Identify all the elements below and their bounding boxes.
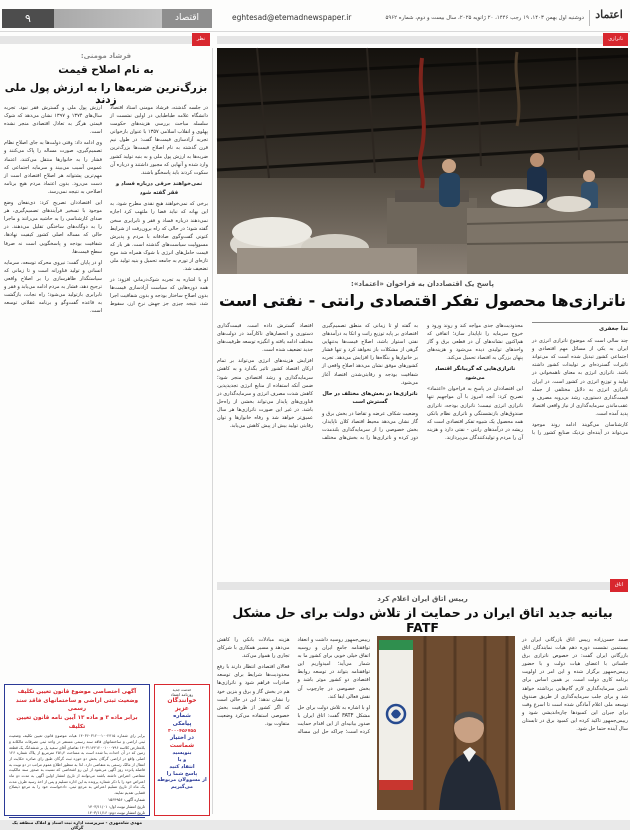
chamber-president-photo (377, 636, 515, 810)
byline: ندا جعفری (532, 322, 628, 334)
opinion-body (4, 104, 208, 678)
factory-photo (217, 48, 628, 274)
legal-ad-number: شماره آگهی: ۱۵۶۴۹۵۶ (107, 797, 145, 803)
opinion-paragraph: او در پایان گفت: نیروی محرکه توسعه، سرمایه انسانی و تولید فناورانه است و تا زمانی که سیاستگذار ظاهرسازی را بر اصلاح واقعی ترجیح دهد، فشار به مردم ادامه می‌یابد و فقر و نابرابری بازتولید می‌شود؛ راه نجات، بازگشت به قاعده گفت‌وگو و برنامه عقلانی توسعه است. (4, 259, 102, 315)
legal-ad-title-2: وضعیت ثبتی اراضی و ساختمانهای فاقد سند رسمی (15, 697, 139, 713)
opinion-paragraph: این اقتصاددان تصریح کرد: ذی‌نفعان وضع موجود با تسخیر فرآیندهای تصمیم‌گیری، هر صدای کارشناسی را به حاشیه می‌رانند و ماجرا را به دوگانه‌های ساختگی تقلیل می‌دهند. در حالی که مساله اصلی کشور کیفیت نهادها، شفافیت بودجه و پاسخگویی است نه صرفا سطح قیمت‌ها. (4, 200, 102, 255)
section-title: اقتصاد (162, 9, 212, 28)
main-section-tagbar (217, 36, 628, 44)
date-line: دوشنبه اول بهمن ۱۴۰۳، ۱۹ رجب ۱۴۴۶، ۲۰ ژانویه ۲۰۲۵، سال بیست و دوم، شماره ۵۹۶۲ (385, 15, 584, 21)
opinion-lead: نمی‌خواهند حرفی درباره فساد و فقر گفته شود (115, 180, 203, 196)
readers-line: در اختیار (170, 734, 194, 741)
chamber-paragraph: او با اشاره به تلاش دولت برای حل مشکل FATF گفت: اتاق ایران با صدور بیانیه‌ای از این اقدام حمایت کرده است؛ چراکه حل این مساله هزینه مبادلات بانکی را کاهش می‌دهد و مسیر همکاری با شرکای تجاری را هموار می‌کند. (217, 637, 370, 736)
readers-line: شماره (173, 713, 191, 720)
newspaper-logo: اعتماد (595, 8, 623, 21)
readers-line: انتقاد کنید (169, 763, 195, 770)
chamber-body (217, 636, 628, 814)
chamber-left-columns (217, 636, 370, 814)
readers-top-1: خدمت جدید (172, 687, 192, 692)
opinion-headline-line2: بزرگ‌ترین ضربه‌ها را به ارزش پول ملی زدند (4, 82, 208, 106)
opinion-paragraph: در جلسه گذشته، فرشاد مومنی استاد اقتصاد دانشگاه علامه طباطبایی در اولین نشست از سلسله مباحث بررسی هزینه‌های حکومت پهلوی و انقلاب اسلامی ۱۳۵۷ با عنوان بازخوانی تجربه آزادسازی قیمت‌ها گفت: در طول نیم قرن گذشته به نام اصلاح قیمت‌ها بزرگ‌ترین ضربه‌ها به ارزش پول ملی و به بنیه تولید کشور وارد شده و آنهایی که مجبور داشتند و درباره آن سکوت کردند باید پاسخگو باشند. (110, 105, 208, 176)
main-paragraph: به گفته او تا زمانی که منطق تصمیم‌گیری اقتصادی بر پایه توزیع رانت و اتکا به درآمدهای نفتی استوار باشد، اصلاح قیمت‌ها به‌تنهایی گرهی از مشکلات باز نخواهد کرد و تنها فشار بر خانوارها و بنگاه‌ها را افزایش می‌دهد. تجربه کشورهای موفق نشان می‌دهد اصلاح واقعی از شفافیت بودجه و رقابتی‌شدن اقتصاد آغاز می‌شود. (322, 323, 418, 386)
readers-line: بنویسید (172, 750, 192, 757)
legal-ad-body: برابر رای شماره ۱۴۰۳۶۰۳۱۲۰۰۱۰۰۲۴۱۵ هیات موضوع قانون تعیین تکلیف وضعیت ثبتی اراضی و ساختمانهای فاقد سند رسمی مستقر در واحد ثبتی تصرفات مالکانه و بلامعارض کلاسه ۱۴۰۳۱۱۴۴۱۲۰۰۱۰۰۰۷۹۶ تقاضای آقای سعید پل بر ششدانگ یک قطعه زمین که در آن احداث بنا شده است به مساحت ۲۵۱٫۴ مترمربع از پلاک شماره ۱۲۶ اصلی واقع در اراضی گرگان بخش دو حوزه ثبت گرگان طبق رای صادره حکایت از انتقال از مالک رسمی به متقاضی دارد. لذا به منظور اطلاع عموم مراتب در دو نوبت به فاصله پانزده روز آگهی می‌شود از این رو اشخاصی که نسبت به صدور سند مالکیت متقاضی اعتراض داشته باشند می‌توانند از تاریخ انتشار اولین آگهی به مدت دو ماه اعتراض خود را با ذکر شماره پرونده به این اداره تسلیم و پس از اخذ رسید ظرف مدت یک ماه از تاریخ تسلیم اعتراض به مرجع ثبتی، دادخواست خود را به مرجع ذیصلاح قضایی تقدیم نمایند. (9, 733, 146, 796)
chamber-section-tagbar (217, 582, 628, 590)
readers-line: می‌گیریم (170, 784, 193, 791)
readers-line: و یا (177, 757, 187, 764)
legal-ad-date-1: تاریخ انتشار نوبت اول: ۱۴۰۳/۱۱/۰۱ (88, 803, 145, 809)
opinion-paragraph: وی ادامه داد: وقتی دولت‌ها به جای اصلاح نظام تصمیم‌گیری، صورت مساله را پاک می‌کنند و فشار را به خانوارها منتقل می‌کنند، اعتماد عمومی آسیب می‌بیند و سرمایه اجتماعی که مهم‌ترین پشتوانه هر اصلاح اقتصادی است از دست می‌رود. بدون اعتماد مردم هیچ برنامه اصلاحی به نتیجه نمی‌رسد. (4, 140, 102, 195)
opinion-paragraph: برخی که نمی‌خواهند هیچ نقدی مطرح شود، به این بهانه که نباید فضا را ملتهب کرد اجازه نمی‌دهند درباره فساد و فقر و نابرابری سخن گفته شود؛ در حالی که راه برون‌رفت از شرایط کنونی گفت‌وگوی صادقانه با مردم و پذیرش مسوولیت سیاست‌های گذشته است. هر بار که قیمت حامل‌های انرژی با شوک همراه شد موج تازه‌ای از تورم به جامعه تحمیل و بنیه تولید ملی تضعیف شد. (110, 201, 208, 273)
legal-ad-date-2: تاریخ انتشار نوبت دوم: ۱۴۰۳/۱۱/۱۶ (87, 810, 145, 816)
opinion-kicker: فرشاد مومنی: (80, 52, 132, 60)
main-article-headline: ناترازی‌ها محصول تفکر اقتصادی رانتی - نفتی است (219, 291, 626, 310)
readers-line: خوانندگان (167, 697, 197, 705)
chamber-paragraph: رییس‌جمهور روسیه داشت و انعقاد توافقنامه جامع ایران و روسیه اتفاق خیلی خوبی برای کشور ما به شمار می‌آید؛ امیدواریم این توافقنامه بتواند در توسعه روابط اقتصادی دو کشور موثر باشد و بخش خصوصی در چارچوب آن نقش فعالی ایفا کند. (297, 637, 370, 700)
factory-photo-illustration (217, 48, 628, 274)
opinion-section-tagbar (0, 36, 210, 44)
chamber-headline: بیانیه جدید اتاق ایران در حمایت از تلاش دولت برای حل مشکل FATF (232, 605, 613, 635)
chamber-kicker: رییس اتاق ایران اعلام کرد (377, 595, 468, 603)
opinion-paragraph: او با اشاره به تجربه شوک‌درمانی افزود: در همه دوره‌هایی که سیاست آزادسازی قیمت‌ها بدون اصلاح ساختار بودجه و بدون شفافیت اجرا شد، نتیجه چیزی جز جهش نرخ ارز، سقوط ارزش پول ملی و گسترش فقر نبود. تجربه سال‌های ۱۳۷۴ و ۱۳۹۷ نشان می‌دهد که شوک قیمتی هرگز به تعادل اقتصادی منجر نشده است. (4, 105, 208, 308)
readers-top-2: روزنامه اعتماد (170, 692, 194, 698)
readers-line: از مسوولان مربوطه (157, 777, 207, 784)
main-subhead-1: ناترازی‌هایی که گریبانگر اقتصاد می‌شود (434, 366, 516, 381)
legal-ad-signature: مهدی شاه‌مهری - سرپرست اداره ثبت اسناد و املاک منطقه یک گرگان (9, 817, 145, 830)
readers-line: عزیز (175, 705, 189, 713)
main-paragraph: این اقتصاددان در پاسخ به فراخوان «اعتماد» تصریح کرد: آنچه امروز با آن مواجهیم تنها ناترازی انرژی نیست؛ ناترازی بودجه، ناترازی صندوق‌های بازنشستگی و ناترازی نظام بانکی همه محصول یک شیوه تفکر اقتصادی است که ریشه در درآمدهای رانتی - نفتی دارد و هزینه آن را مردم و تولیدکنندگان می‌پردازند. (427, 386, 523, 441)
tag-chamber: اتاق (610, 579, 628, 592)
main-article-kicker: پاسخ یک اقتصاددان به فراخوان «اعتماد»: (351, 280, 494, 288)
legal-ad-title-3: برابر ماده ۳ و ماده ۱۳ آیین نامه قانون تعیین تکلیف (16, 714, 138, 730)
legal-ad-title-1: آگهی اختصاصی موضوع قانون تعیین تکلیف (17, 689, 137, 695)
opinion-headline-line1: به نام اصلاح قیمت (58, 64, 154, 76)
readers-sms-box (154, 684, 210, 816)
tag-opinion: نظر (192, 33, 210, 46)
readers-sms-number: ۳۰۰۰۴۵۶۷۵۵ (167, 728, 197, 734)
readers-line: پاسخ شما را (166, 770, 198, 777)
header-rule (0, 31, 630, 32)
main-paragraph: افزایش هزینه‌های انرژی می‌تواند بر تمام ارکان اقتصاد کشور تاثیر بگذارد و به کاهش سرمایه‌گذاری و رشد اقتصادی منجر شود؛ ضمن آنکه استفاده از منابع انرژی تجدیدپذیر، کاهش شدت مصرف انرژی و سرمایه‌گذاری در فناوری‌های پایدار می‌تواند بخشی از راه‌حل باشد. در غیر این صورت ناترازی‌ها هر سال عمیق‌تر خواهد شد و رفاه خانوارها و توان رقابتی تولید بیش از پیش کاهش می‌یابد. (217, 358, 313, 430)
page-number: ۹ (2, 9, 54, 28)
legal-ad-box (4, 684, 150, 830)
main-article-body (217, 322, 628, 578)
chamber-paragraph: صمد حسن‌زاده رییس اتاق بازرگانی ایران در بیستمین نشست دوره دهم هیات نمایندگان اتاق بازرگانی ایران گفت: در خصوص ناترازی برق جلساتی با اعضای هیات دولت و با حضور رییس‌جمهور برگزار شده و این امر در اولویت برنامه کاری دولت است. بر همین اساس برای تامین سرمایه‌گذاری لازم گام‌هایی برداشته خواهد شد و برای جلب سرمایه‌گذاری از طریق صندوق توسعه ملی اعلام آمادگی شده است تا اسرع وقت برای جبران این کمبودها چاره‌اندیشی شود و رییس‌جمهور تاکید کرده این کمبود برق در تابستان سال آینده حتما حل شود. (522, 637, 628, 733)
main-paragraph: کارشناسان می‌گویند ادامه روند موجود می‌تواند در آینده‌ای نزدیک صنایع کشور را با محدودیت‌های جدی مواجه کند و روند ورود و خروج سرمایه را ناپایدار سازد؛ اتفاقی که هم‌اکنون نشانه‌های آن در قطعی برق و گاز واحدهای تولیدی دیده می‌شود و هزینه‌های پنهان بزرگی به اقتصاد تحمیل می‌کند. (427, 323, 628, 437)
chamber-right-column (522, 636, 628, 814)
column-divider (212, 48, 213, 814)
main-subhead-2: ناترازی‌ها در بخش‌های مختلف در حال گسترش است (322, 390, 418, 406)
header-separator (589, 10, 590, 26)
main-paragraph: چند سالی است که موضوع ناترازی انرژی در ایران به یکی از مسائل مهم اقتصادی و اجتماعی کشور تبدیل شده است که می‌تواند تاثیرات گسترده‌ای بر تولیدات کشور داشته باشد. ناترازی انرژی به معنای ناهمخوانی در تولید و توزیع انرژی در کشور است. در ایران ناترازی انرژی به دلایل مختلفی از جمله قیمت‌گذاری دستوری، رشد بی‌رویه مصرف و عقب‌ماندن سرمایه‌گذاری از نیاز واقعی اقتصاد پدید آمده است. (532, 338, 628, 417)
portrait-illustration (377, 636, 515, 810)
readers-line: پیامکی (172, 720, 192, 727)
chamber-paragraph: فعالان اقتصادی انتظار دارند با رفع محدودیت‌ها شرایط برای توسعه صادرات فراهم شود و ناترازی‌ها هم در بخش گاز و برق و بنزین خود را نشان ندهد؛ این در حالی است که اگر کشور از ظرفیت بخش خصوصی استفاده می‌کرد وضعیت متفاوت بود. (217, 664, 290, 727)
main-paragraph: وضعیت شکاف عرضه و تقاضا در بخش برق و گاز نشان می‌دهد محیط اقتصاد کلان ناپایدار، بخش خصوصی را از سرمایه‌گذاری بلندمدت دور کرده و ناترازی‌ها را به بخش‌های مختلف اقتصاد گسترش داده است. قیمت‌گذاری دستوری و انحصارهای ناکارآمد در دولت‌های مختلف ادامه یافته و انگیزه توسعه ظرفیت‌های جدید تضعیف شده است. (217, 323, 418, 441)
section-email: eghtesad@etemadnewspaper.ir (232, 13, 352, 22)
tag-imbalance: ناترازی (603, 33, 628, 46)
readers-line: شماست (169, 742, 195, 750)
